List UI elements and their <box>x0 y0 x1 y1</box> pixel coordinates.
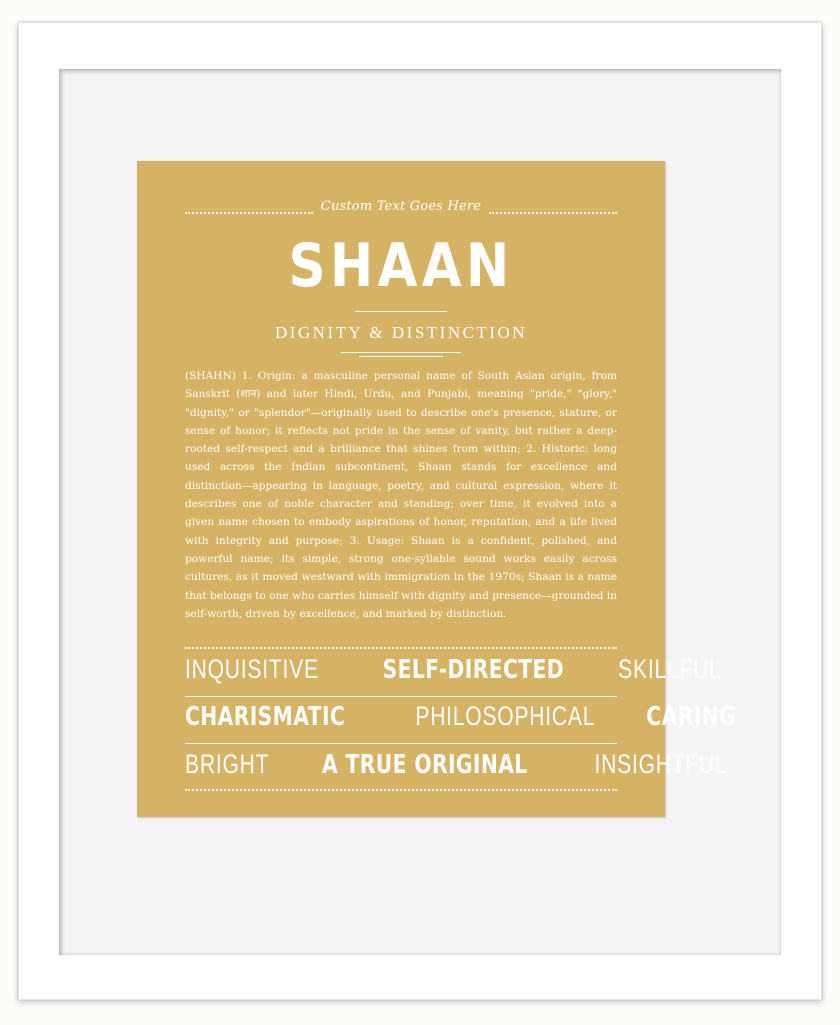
trait-emphasis: SELF-DIRECTED <box>382 655 564 685</box>
trait: SKILLFUL <box>618 654 722 684</box>
subtitle-top-rule <box>355 311 447 312</box>
top-right-dotted-divider <box>489 212 617 214</box>
trait: BRIGHT <box>185 749 270 779</box>
trait: INQUISITIVE <box>185 654 319 684</box>
traits-row-1 <box>185 654 722 685</box>
trait-emphasis: A TRUE ORIGINAL <box>322 750 528 780</box>
trait-emphasis: CHARISMATIC <box>185 702 346 732</box>
traits-row-3 <box>185 749 728 780</box>
subtitle-bottom-rule <box>341 352 461 353</box>
top-left-dotted-divider <box>185 212 313 214</box>
name-subtitle: DIGNITY & DISTINCTION <box>274 323 528 342</box>
name-definition: (SHAHN) 1. Origin: a masculine personal name of South Asian origin, from Sanskrit (शान) and later Hindi, Urdu, and Punjabi, meaning "pride," "glory," "dignity," or "splendor"—originally used to describe one's presence, stature, or sense of honor; it reflects not pride in the sense of vanity, but rather a deep-rooted self-respect and a brilliance that shines from within; 2. Historic: long used across the Indian subcontinent, Shaan stands for excellence and distinction—appearing in language, poetry, and cultural expression, where it describes one of noble character and standing; over time, it evolved into a given name chosen to embody aspirations of honor, reputation, and a life lived with integrity and purpose; 3. Usage: Shaan is a confident, polished, and powerful name; its simple, strong one-syllable sound works easily across cultures, as it moved westward with immigration in the 1970s; Shaan is a name that belongs to one who carries himself with dignity and presence—grounded in self-worth, driven by excellence, and marked by distinction. <box>185 370 617 620</box>
traits-rule-1 <box>185 696 617 697</box>
custom-text: Custom Text Goes Here <box>320 199 482 214</box>
traits-bottom-dotted-divider <box>185 789 617 791</box>
trait: INSIGHTFUL <box>594 749 728 779</box>
subtitle-bottom-rule-short <box>359 356 443 357</box>
traits-row-2 <box>185 701 736 732</box>
traits-rule-2 <box>185 743 617 744</box>
traits-top-dotted-divider <box>185 647 617 649</box>
trait-emphasis: CARING <box>646 702 736 732</box>
name-print <box>137 161 736 817</box>
name-title: SHAAN <box>288 231 514 301</box>
trait: PHILOSOPHICAL <box>415 701 596 731</box>
